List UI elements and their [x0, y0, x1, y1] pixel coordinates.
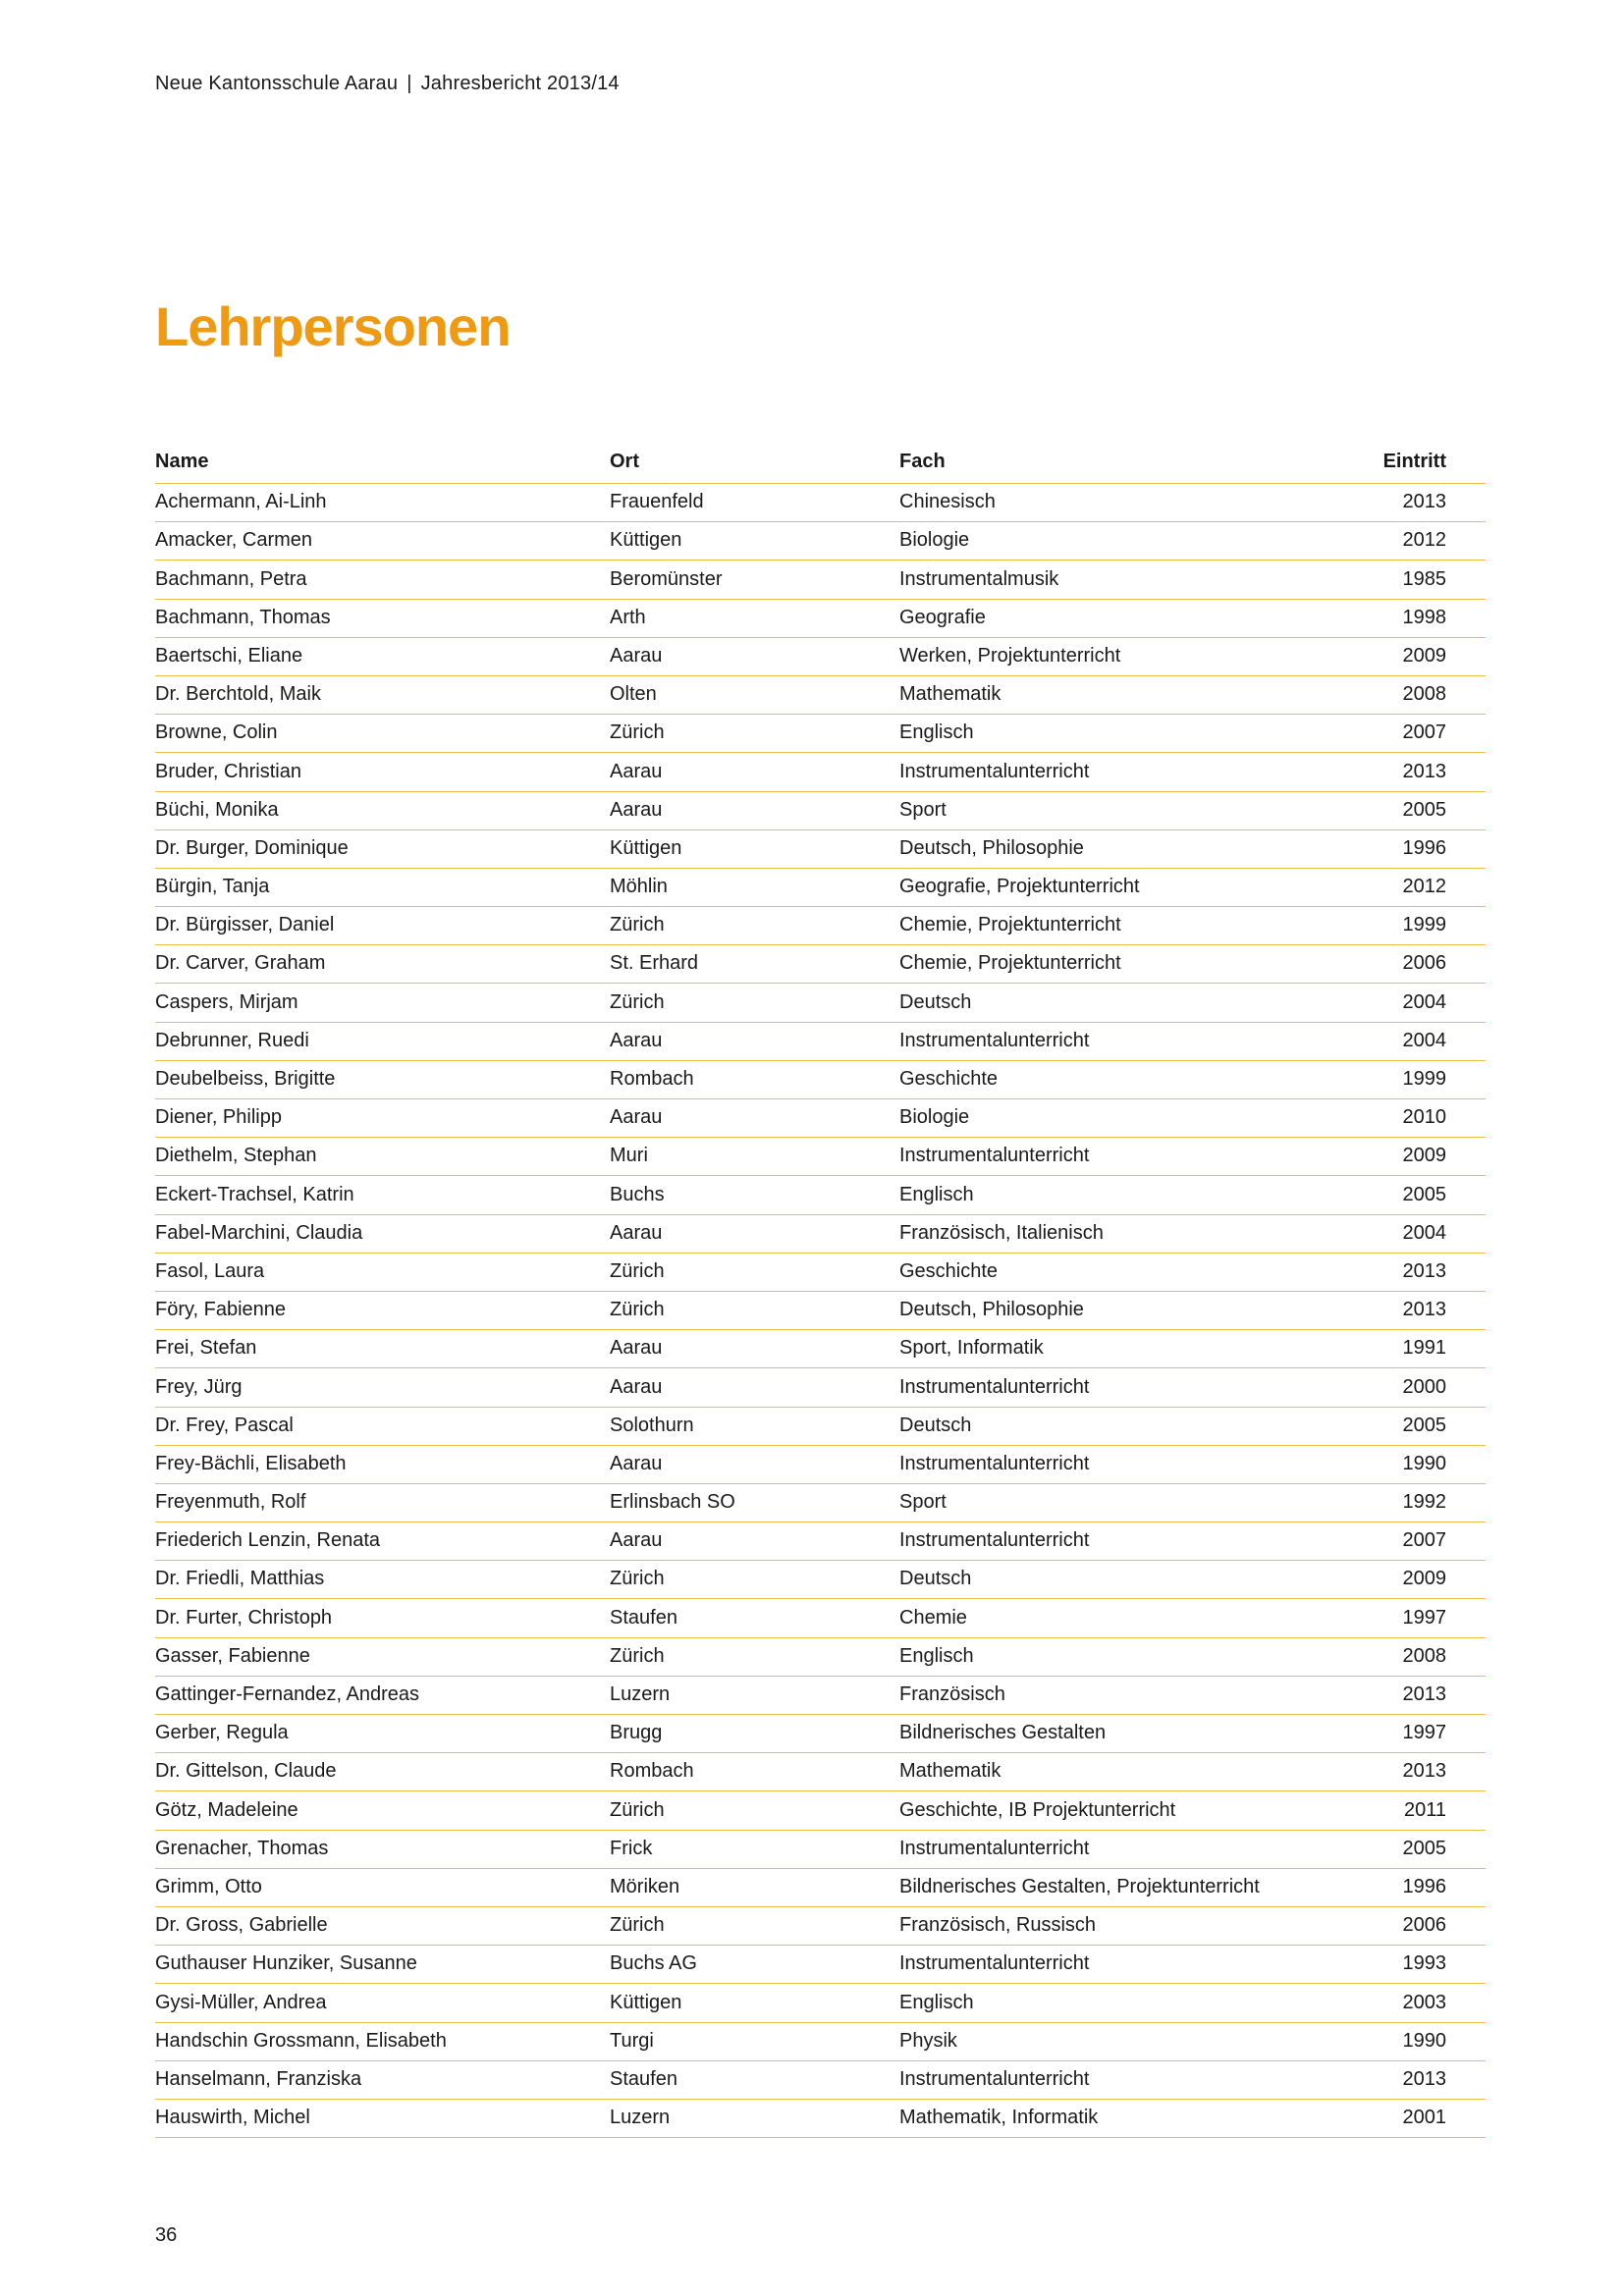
page-title: Lehrpersonen	[155, 295, 511, 357]
cell-eintritt: 1990	[1402, 2029, 1446, 2052]
cell-fach: Mathematik	[899, 683, 1001, 706]
cell-fach: Instrumentalunterricht	[899, 1952, 1090, 1975]
cell-name: Debrunner, Ruedi	[155, 1029, 309, 1051]
table-row	[155, 1791, 1486, 1830]
table-row	[155, 830, 1486, 869]
cell-eintritt: 1996	[1402, 836, 1446, 859]
cell-fach: Mathematik, Informatik	[899, 2107, 1099, 2129]
cell-ort: Rombach	[610, 1760, 694, 1783]
cell-name: Handschin Grossmann, Elisabeth	[155, 2029, 447, 2052]
cell-fach: Geschichte	[899, 1068, 999, 1090]
cell-fach: Instrumentalunterricht	[899, 1529, 1090, 1552]
cell-fach: Sport	[899, 798, 947, 821]
cell-name: Dr. Furter, Christoph	[155, 1606, 333, 1629]
cell-fach: Instrumentalunterricht	[899, 2067, 1090, 2090]
table-row	[155, 1561, 1486, 1599]
column-header-fach: Fach	[899, 451, 946, 472]
cell-eintritt: 2013	[1402, 1299, 1446, 1321]
cell-eintritt: 1985	[1402, 567, 1446, 590]
cell-ort: Olten	[610, 683, 657, 706]
cell-name: Friederich Lenzin, Renata	[155, 1529, 381, 1552]
cell-name: Browne, Colin	[155, 721, 278, 744]
cell-fach: Bildnerisches Gestalten	[899, 1722, 1107, 1744]
table-row	[155, 1368, 1486, 1407]
cell-ort: Aarau	[610, 1529, 663, 1552]
cell-fach: Biologie	[899, 1106, 970, 1129]
cell-fach: Mathematik	[899, 1760, 1001, 1783]
cell-fach: Deutsch	[899, 990, 972, 1013]
cell-ort: Brugg	[610, 1722, 663, 1744]
cell-fach: Geografie	[899, 606, 986, 628]
cell-fach: Deutsch	[899, 1568, 972, 1590]
column-header-ort: Ort	[610, 451, 639, 472]
cell-ort: Solothurn	[610, 1414, 694, 1436]
cell-name: Gattinger-Fernandez, Andreas	[155, 1683, 420, 1705]
cell-fach: Instrumentalunterricht	[899, 760, 1090, 782]
cell-eintritt: 2000	[1402, 1375, 1446, 1398]
cell-eintritt: 2005	[1402, 1837, 1446, 1859]
cell-name: Dr. Frey, Pascal	[155, 1414, 294, 1436]
cell-ort: Luzern	[610, 1683, 671, 1705]
cell-name: Diethelm, Stephan	[155, 1145, 317, 1167]
table-row	[155, 2061, 1486, 2100]
cell-name: Eckert-Trachsel, Katrin	[155, 1183, 354, 1205]
table-row	[155, 1599, 1486, 1637]
cell-ort: Aarau	[610, 1106, 663, 1129]
cell-ort: Zürich	[610, 914, 665, 936]
cell-name: Guthauser Hunziker, Susanne	[155, 1952, 417, 1975]
cell-ort: Aarau	[610, 1375, 663, 1398]
cell-eintritt: 1993	[1402, 1952, 1446, 1975]
cell-ort: St. Erhard	[610, 952, 699, 975]
table-row	[155, 1522, 1486, 1561]
table-row	[155, 1869, 1486, 1907]
cell-ort: Staufen	[610, 1606, 677, 1629]
cell-eintritt: 1992	[1402, 1491, 1446, 1514]
table-row	[155, 1408, 1486, 1446]
cell-ort: Frauenfeld	[610, 491, 704, 513]
table-row	[155, 1292, 1486, 1330]
cell-eintritt: 1990	[1402, 1452, 1446, 1474]
cell-ort: Turgi	[610, 2029, 654, 2052]
cell-ort: Zürich	[610, 1644, 665, 1667]
cell-eintritt: 2012	[1402, 876, 1446, 898]
table-row	[155, 2023, 1486, 2061]
cell-name: Grenacher, Thomas	[155, 1837, 329, 1859]
cell-fach: Geschichte	[899, 1259, 999, 1282]
cell-eintritt: 2013	[1402, 1760, 1446, 1783]
cell-ort: Zürich	[610, 721, 665, 744]
table-row	[155, 753, 1486, 791]
cell-ort: Aarau	[610, 644, 663, 667]
table-body	[155, 484, 1486, 2138]
cell-ort: Küttigen	[610, 1991, 682, 2013]
table-row	[155, 1907, 1486, 1946]
cell-eintritt: 2009	[1402, 1568, 1446, 1590]
cell-fach: Instrumentalunterricht	[899, 1837, 1090, 1859]
cell-ort: Zürich	[610, 990, 665, 1013]
table-header-row	[155, 440, 1486, 484]
cell-eintritt: 2001	[1402, 2107, 1446, 2129]
cell-eintritt: 2006	[1402, 1914, 1446, 1937]
cell-name: Fasol, Laura	[155, 1259, 265, 1282]
cell-eintritt: 2008	[1402, 683, 1446, 706]
table-row	[155, 1753, 1486, 1791]
cell-ort: Zürich	[610, 1914, 665, 1937]
cell-eintritt: 2004	[1402, 1221, 1446, 1244]
table-row	[155, 1023, 1486, 1061]
cell-name: Gasser, Fabienne	[155, 1644, 310, 1667]
table-row	[155, 1484, 1486, 1522]
cell-fach: Französisch	[899, 1683, 1005, 1705]
cell-name: Büchi, Monika	[155, 798, 279, 821]
cell-name: Diener, Philipp	[155, 1106, 282, 1129]
cell-eintritt: 2013	[1402, 760, 1446, 782]
cell-eintritt: 2013	[1402, 1259, 1446, 1282]
cell-eintritt: 1997	[1402, 1722, 1446, 1744]
cell-ort: Aarau	[610, 1337, 663, 1360]
cell-fach: Sport, Informatik	[899, 1337, 1044, 1360]
table-row	[155, 1831, 1486, 1869]
cell-eintritt: 2004	[1402, 1029, 1446, 1051]
cell-name: Caspers, Mirjam	[155, 990, 298, 1013]
cell-fach: Geschichte, IB Projektunterricht	[899, 1798, 1176, 1821]
table-row	[155, 1715, 1486, 1753]
cell-name: Dr. Gittelson, Claude	[155, 1760, 337, 1783]
cell-name: Dr. Berchtold, Maik	[155, 683, 321, 706]
cell-eintritt: 2003	[1402, 1991, 1446, 2013]
cell-fach: Instrumentalunterricht	[899, 1145, 1090, 1167]
cell-ort: Staufen	[610, 2067, 677, 2090]
cell-name: Dr. Burger, Dominique	[155, 836, 349, 859]
cell-name: Hanselmann, Franziska	[155, 2067, 362, 2090]
cell-fach: Französisch, Russisch	[899, 1914, 1097, 1937]
cell-eintritt: 1998	[1402, 606, 1446, 628]
cell-ort: Aarau	[610, 1221, 663, 1244]
cell-eintritt: 2013	[1402, 2067, 1446, 2090]
cell-eintritt: 2012	[1402, 529, 1446, 552]
cell-fach: Instrumentalunterricht	[899, 1375, 1090, 1398]
cell-name: Gerber, Regula	[155, 1722, 289, 1744]
table-row	[155, 1638, 1486, 1677]
column-header-name: Name	[155, 451, 209, 472]
cell-eintritt: 2006	[1402, 952, 1446, 975]
cell-name: Bachmann, Thomas	[155, 606, 331, 628]
cell-eintritt: 2007	[1402, 721, 1446, 744]
cell-ort: Küttigen	[610, 529, 682, 552]
cell-name: Grimm, Otto	[155, 1875, 262, 1897]
cell-name: Bürgin, Tanja	[155, 876, 270, 898]
table-row	[155, 676, 1486, 715]
cell-eintritt: 2010	[1402, 1106, 1446, 1129]
cell-fach: Englisch	[899, 1991, 974, 2013]
running-header	[155, 73, 620, 95]
cell-fach: Werken, Projektunterricht	[899, 644, 1121, 667]
cell-name: Föry, Fabienne	[155, 1299, 287, 1321]
cell-fach: Sport	[899, 1491, 947, 1514]
cell-eintritt: 2011	[1403, 1798, 1446, 1821]
cell-fach: Chemie, Projektunterricht	[899, 914, 1121, 936]
cell-eintritt: 2005	[1402, 1183, 1446, 1205]
cell-name: Freyenmuth, Rolf	[155, 1491, 306, 1514]
cell-eintritt: 2013	[1402, 491, 1446, 513]
cell-ort: Aarau	[610, 1452, 663, 1474]
cell-eintritt: 1996	[1402, 1875, 1446, 1897]
cell-name: Dr. Bürgisser, Daniel	[155, 914, 335, 936]
cell-eintritt: 1999	[1402, 914, 1446, 936]
cell-fach: Chemie, Projektunterricht	[899, 952, 1121, 975]
cell-name: Dr. Carver, Graham	[155, 952, 326, 975]
table-row	[155, 484, 1486, 522]
table-row	[155, 1330, 1486, 1368]
table-row	[155, 907, 1486, 945]
cell-name: Frey-Bächli, Elisabeth	[155, 1452, 347, 1474]
table-row	[155, 1099, 1486, 1138]
page-number: 36	[155, 2224, 178, 2246]
header-separator: |	[406, 73, 412, 94]
table-row	[155, 1984, 1486, 2022]
cell-ort: Muri	[610, 1145, 648, 1167]
cell-ort: Aarau	[610, 1029, 663, 1051]
cell-name: Achermann, Ai-Linh	[155, 491, 327, 513]
cell-name: Baertschi, Eliane	[155, 644, 303, 667]
cell-eintritt: 2005	[1402, 1414, 1446, 1436]
table-row	[155, 522, 1486, 561]
cell-fach: Geografie, Projektunterricht	[899, 876, 1140, 898]
cell-fach: Physik	[899, 2029, 957, 2052]
cell-name: Dr. Gross, Gabrielle	[155, 1914, 328, 1937]
table-row	[155, 715, 1486, 753]
cell-name: Bruder, Christian	[155, 760, 301, 782]
cell-name: Frey, Jürg	[155, 1375, 243, 1398]
table-row	[155, 600, 1486, 638]
cell-name: Frei, Stefan	[155, 1337, 257, 1360]
cell-eintritt: 1997	[1402, 1606, 1446, 1629]
cell-name: Amacker, Carmen	[155, 529, 313, 552]
table-row	[155, 1215, 1486, 1254]
cell-ort: Zürich	[610, 1568, 665, 1590]
cell-fach: Deutsch, Philosophie	[899, 836, 1084, 859]
cell-ort: Aarau	[610, 760, 663, 782]
cell-fach: Biologie	[899, 529, 970, 552]
cell-ort: Zürich	[610, 1798, 665, 1821]
cell-ort: Möriken	[610, 1875, 680, 1897]
column-header-eintritt: Eintritt	[1382, 451, 1446, 472]
cell-eintritt: 2009	[1402, 1145, 1446, 1167]
cell-fach: Chinesisch	[899, 491, 996, 513]
cell-ort: Arth	[610, 606, 646, 628]
cell-ort: Erlinsbach SO	[610, 1491, 735, 1514]
cell-name: Deubelbeiss, Brigitte	[155, 1068, 336, 1090]
cell-name: Dr. Friedli, Matthias	[155, 1568, 325, 1590]
school-name: Neue Kantonsschule Aarau	[155, 73, 399, 94]
staff-table	[155, 440, 1486, 2138]
cell-eintritt: 2008	[1402, 1644, 1446, 1667]
cell-fach: Instrumentalunterricht	[899, 1452, 1090, 1474]
table-row	[155, 1946, 1486, 1984]
cell-ort: Frick	[610, 1837, 653, 1859]
cell-eintritt: 1999	[1402, 1068, 1446, 1090]
cell-fach: Englisch	[899, 1644, 974, 1667]
cell-eintritt: 2007	[1402, 1529, 1446, 1552]
cell-ort: Rombach	[610, 1068, 694, 1090]
table-row	[155, 2100, 1486, 2138]
table-row	[155, 945, 1486, 984]
cell-eintritt: 1991	[1402, 1337, 1446, 1360]
report-name: Jahresbericht 2013/14	[420, 73, 620, 94]
cell-ort: Aarau	[610, 798, 663, 821]
cell-fach: Englisch	[899, 1183, 974, 1205]
cell-ort: Möhlin	[610, 876, 668, 898]
cell-name: Götz, Madeleine	[155, 1798, 298, 1821]
cell-ort: Buchs AG	[610, 1952, 697, 1975]
cell-eintritt: 2009	[1402, 644, 1446, 667]
cell-ort: Küttigen	[610, 836, 682, 859]
cell-eintritt: 2013	[1402, 1683, 1446, 1705]
cell-eintritt: 2004	[1402, 990, 1446, 1013]
table-row	[155, 984, 1486, 1022]
cell-ort: Luzern	[610, 2107, 671, 2129]
cell-fach: Bildnerisches Gestalten, Projektunterricht	[899, 1875, 1260, 1897]
cell-fach: Englisch	[899, 721, 974, 744]
cell-ort: Buchs	[610, 1183, 665, 1205]
cell-eintritt: 2005	[1402, 798, 1446, 821]
cell-fach: Deutsch, Philosophie	[899, 1299, 1084, 1321]
cell-fach: Chemie	[899, 1606, 967, 1629]
cell-name: Bachmann, Petra	[155, 567, 307, 590]
cell-name: Hauswirth, Michel	[155, 2107, 310, 2129]
cell-ort: Beromünster	[610, 567, 723, 590]
table-row	[155, 1254, 1486, 1292]
cell-ort: Zürich	[610, 1299, 665, 1321]
cell-fach: Instrumentalmusik	[899, 567, 1059, 590]
cell-ort: Zürich	[610, 1259, 665, 1282]
table-row	[155, 869, 1486, 907]
table-row	[155, 792, 1486, 830]
table-row	[155, 1138, 1486, 1176]
table-row	[155, 1677, 1486, 1715]
table-row	[155, 1176, 1486, 1214]
table-row	[155, 1061, 1486, 1099]
table-row	[155, 561, 1486, 599]
cell-fach: Französisch, Italienisch	[899, 1221, 1104, 1244]
table-row	[155, 638, 1486, 676]
cell-name: Gysi-Müller, Andrea	[155, 1991, 327, 2013]
cell-fach: Instrumentalunterricht	[899, 1029, 1090, 1051]
cell-fach: Deutsch	[899, 1414, 972, 1436]
cell-name: Fabel-Marchini, Claudia	[155, 1221, 363, 1244]
table-row	[155, 1446, 1486, 1484]
